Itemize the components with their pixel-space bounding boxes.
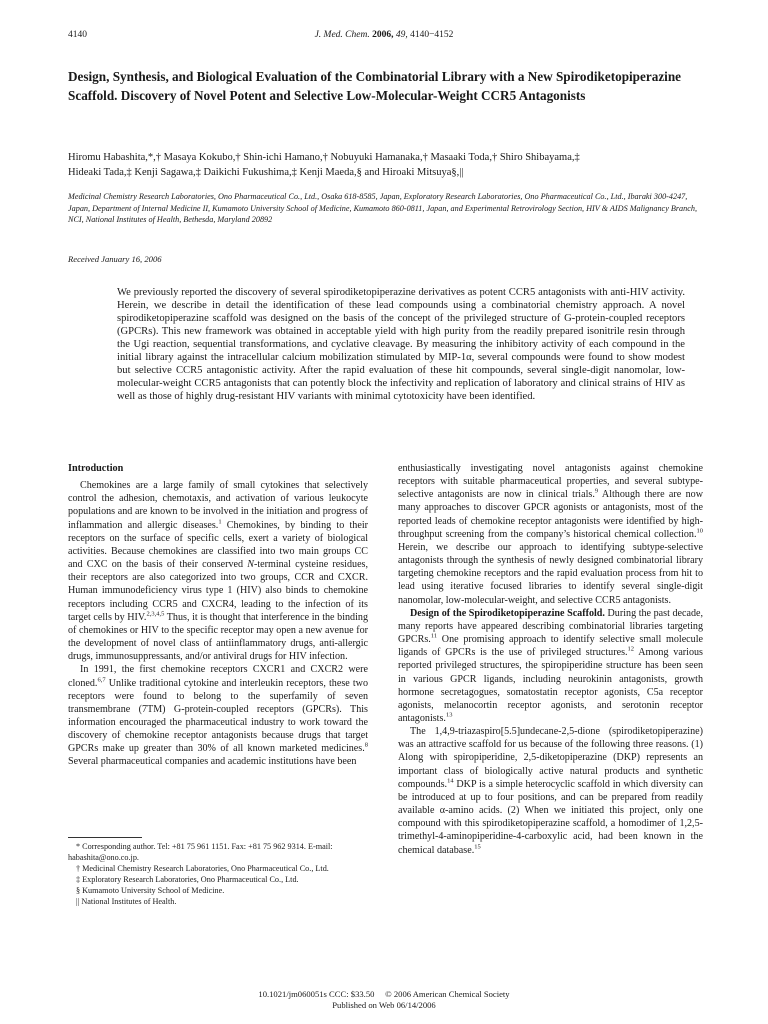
author-line: Hiromu Habashita,*,† Masaya Kokubo,† Shin-ichi Hamano,† Nobuyuki Hamanaka,† Masaaki Toda,† Shiro Shibayama,‡	[68, 152, 580, 163]
journal-volume: 49,	[395, 30, 408, 40]
received-date: Received January 16, 2006	[68, 254, 162, 264]
footnote: § Kumamoto University School of Medicine.	[76, 886, 225, 895]
page-number: 4140	[68, 30, 87, 40]
footnote-corresponding-author: * Corresponding author. Tel: +81 75 961 1151. Fax: +81 75 962 9314. E-mail: habashita@ono.co.jp.	[68, 842, 333, 862]
paragraph: In 1991, the first chemokine receptors CXCR1 and CXCR2 were cloned.$^{6,7}$ Unlike traditional cytokine and interleukin receptors, these two receptors were found to belong to the superfamily of seven transmembrane (7TM) G-protein-coupled receptors (GPCRs). This information encouraged the pharmaceutical industry to work toward the discovery of chemokine receptor antagonists because drugs that target GPCRs make up greater than 30% of all known marketed medicines.$^8$ Several pharmaceutical companies and academic institutions have been	[68, 664, 368, 768]
author-line: Hideaki Tada,‡ Kenji Sagawa,‡ Daikichi Fukushima,‡ Kenji Maeda,§ and Hiroaki Mitsuya§,||	[68, 167, 464, 178]
author-list	[68, 150, 708, 180]
footnotes	[68, 841, 368, 907]
journal-year: 2006,	[372, 30, 394, 40]
left-column	[68, 462, 368, 769]
copyright: © 2006 American Chemical Society	[385, 989, 510, 999]
paragraph: The 1,4,9-triazaspiro[5.5]undecane-2,5-dione (spirodiketopiperazine) was an attractive scaffold for us because of the following three reasons. (1) Along with spiropiperidine, 2,5-diketopiperazine (DKP) represents an important class of biologically active natural products and synthetic compounds.$^{14}$ DKP is a simple heterocyclic scaffold in which diversity can be introduced at up to four positions, and can be prepared from readily available α-amino acids. (2) When we initiated this project, only one compound with this spirodiketopiperazine scaffold, a homodimer of 1,2,5-trimethyl-4-aminopiperidine-4-carboxylic acid, had been known in the chemical database.$^{15}$	[398, 726, 703, 856]
footer-line	[0, 989, 768, 1000]
footnote: ‡ Exploratory Research Laboratories, Ono Pharmaceutical Co., Ltd.	[76, 875, 299, 884]
footnote: † Medicinal Chemistry Research Laboratories, Ono Pharmaceutical Co., Ltd.	[76, 864, 329, 873]
affiliations: Medicinal Chemistry Research Laboratories, Ono Pharmaceutical Co., Ltd., Osaka 618-8585, Japan, Exploratory Research Laboratories, Ono Pharmaceutical Co., Ltd., Ibaraki 300-4247, Japan, Department of Internal Medicine II, Kumamoto University School of Medicine, Kumamoto 860-0811, Japan, and Experimental Retrovirology Section, HIV & AIDS Malignancy Branch, NCI, National Institutes of Health, Bethesda, Maryland 20892	[68, 192, 698, 225]
paragraph: enthusiastically investigating novel antagonists against chemokine receptors with suitable pharmaceutical properties, and several subtype-selective antagonists are now in clinical trials.$^9$ Although there are now many approaches to discover GPCR agonists or antagonists, most of the reported leads of chemokine receptor antagonists were identified by high-throughput screening from the company’s historical chemical collection.$^{10}$ Herein, we describe our approach to identifying subtype-selective antagonists through the synthesis of newly designed combinatorial library targeting chemokine receptors and the rapid evaluation process from hit to lead using iterative focused libraries to identify several single-digit nanomolar, low-molecular-weight, and selective CCR5 antagonists.	[398, 463, 703, 606]
journal-pages: 4140−4152	[410, 30, 454, 40]
article-title: Design, Synthesis, and Biological Evaluation of the Combinatorial Library with a New Spirodiketopiperazine Scaffold. Discovery of Novel Potent and Selective Low-Molecular-Weight CCR5 Antagonists	[68, 69, 682, 103]
journal-name: J. Med. Chem.	[314, 30, 370, 40]
doi: 10.1021/jm060051s CCC: $33.50	[258, 989, 375, 999]
right-column	[398, 462, 703, 857]
paragraph: Chemokines are a large family of small cytokines that selectively control the adhesion, chemotaxis, and activation of various leukocyte populations and are known to be involved in the initiation and progress of inflammation and allergic diseases.$^1$ Chemokines, by binding to their receptors on the surface of specific cells, exert a variety of biological activities. Because chemokines are classified into two main groups CC and CXC on the basis of their conserved N-terminal cysteine residues, their receptors are also categorized into two groups, CCR and CXCR. Human immunodeficiency virus type 1 (HIV) also binds to chemokine receptors including CCR5 and CXCR4, leading to the infection of its target cells by HIV.$^{2,3,4,5}$ Thus, it is thought that interference in the binding of chemokines or HIV to the specific receptor may open a new avenue for the development of novel class of antiinflammatory drugs, anti-allergic drugs, immunosuppressants, and/or antiviral drugs for HIV infection.	[68, 480, 368, 663]
journal-citation	[0, 30, 768, 40]
section-heading-introduction: Introduction	[68, 463, 124, 474]
page-footer	[0, 989, 768, 1011]
footnote: || National Institutes of Health.	[76, 897, 177, 906]
paragraph: Design of the Spirodiketopiperazine Scaffold. During the past decade, many reports have appeared describing combinatorial libraries targeting GPCRs.$^{11}$ One promising approach to identify selective small molecule ligands of GPCRs is the use of privileged structures.$^{12}$ Among various reported privileged structures, the spiropiperidine structure has been seen in various GPCR ligands, including neurokinin antagonists, growth hormone secretagogues, somatostatin receptor agonists, C5a receptor agonists, melanocortin receptor agonists, and serotonin receptor antagonists.$^{13}$	[398, 607, 703, 724]
footnote-divider	[68, 837, 142, 838]
abstract: We previously reported the discovery of several spirodiketopiperazine derivatives as potent CCR5 antagonists with anti-HIV activity. Herein, we describe in detail the identification of these lead compounds using a combinatorial chemistry approach. A novel spirodiketopiperazine scaffold was designed on the basis of the concept of the privileged structure of G-protein-coupled receptors (GPCRs). This new framework was obtained in acceptable yield with high purity from the readily prepared isonitrile resin through the Ugi reaction, sequential transformations, and cyclative cleavage. By measuring the inhibitory activity of each compound in the initial library against the intracellular calcium mobilization stimulated by MIP-1α, several compounds were found to show modest but selective CCR5 antagonistic activity. After the rapid evaluation of these hit compounds, several single-digit nanomolar, low-molecular-weight CCR5 antagonists that can potently block the infectivity and replication of laboratory and clinical strains of HIV as well as those of highly drug-resistant HIV variants with minimal cytotoxicity have been identified.	[117, 287, 685, 402]
published-date: Published on Web 06/14/2006	[332, 1000, 436, 1010]
subsection-heading: Design of the Spirodiketopiperazine Scaffold.	[410, 607, 605, 619]
